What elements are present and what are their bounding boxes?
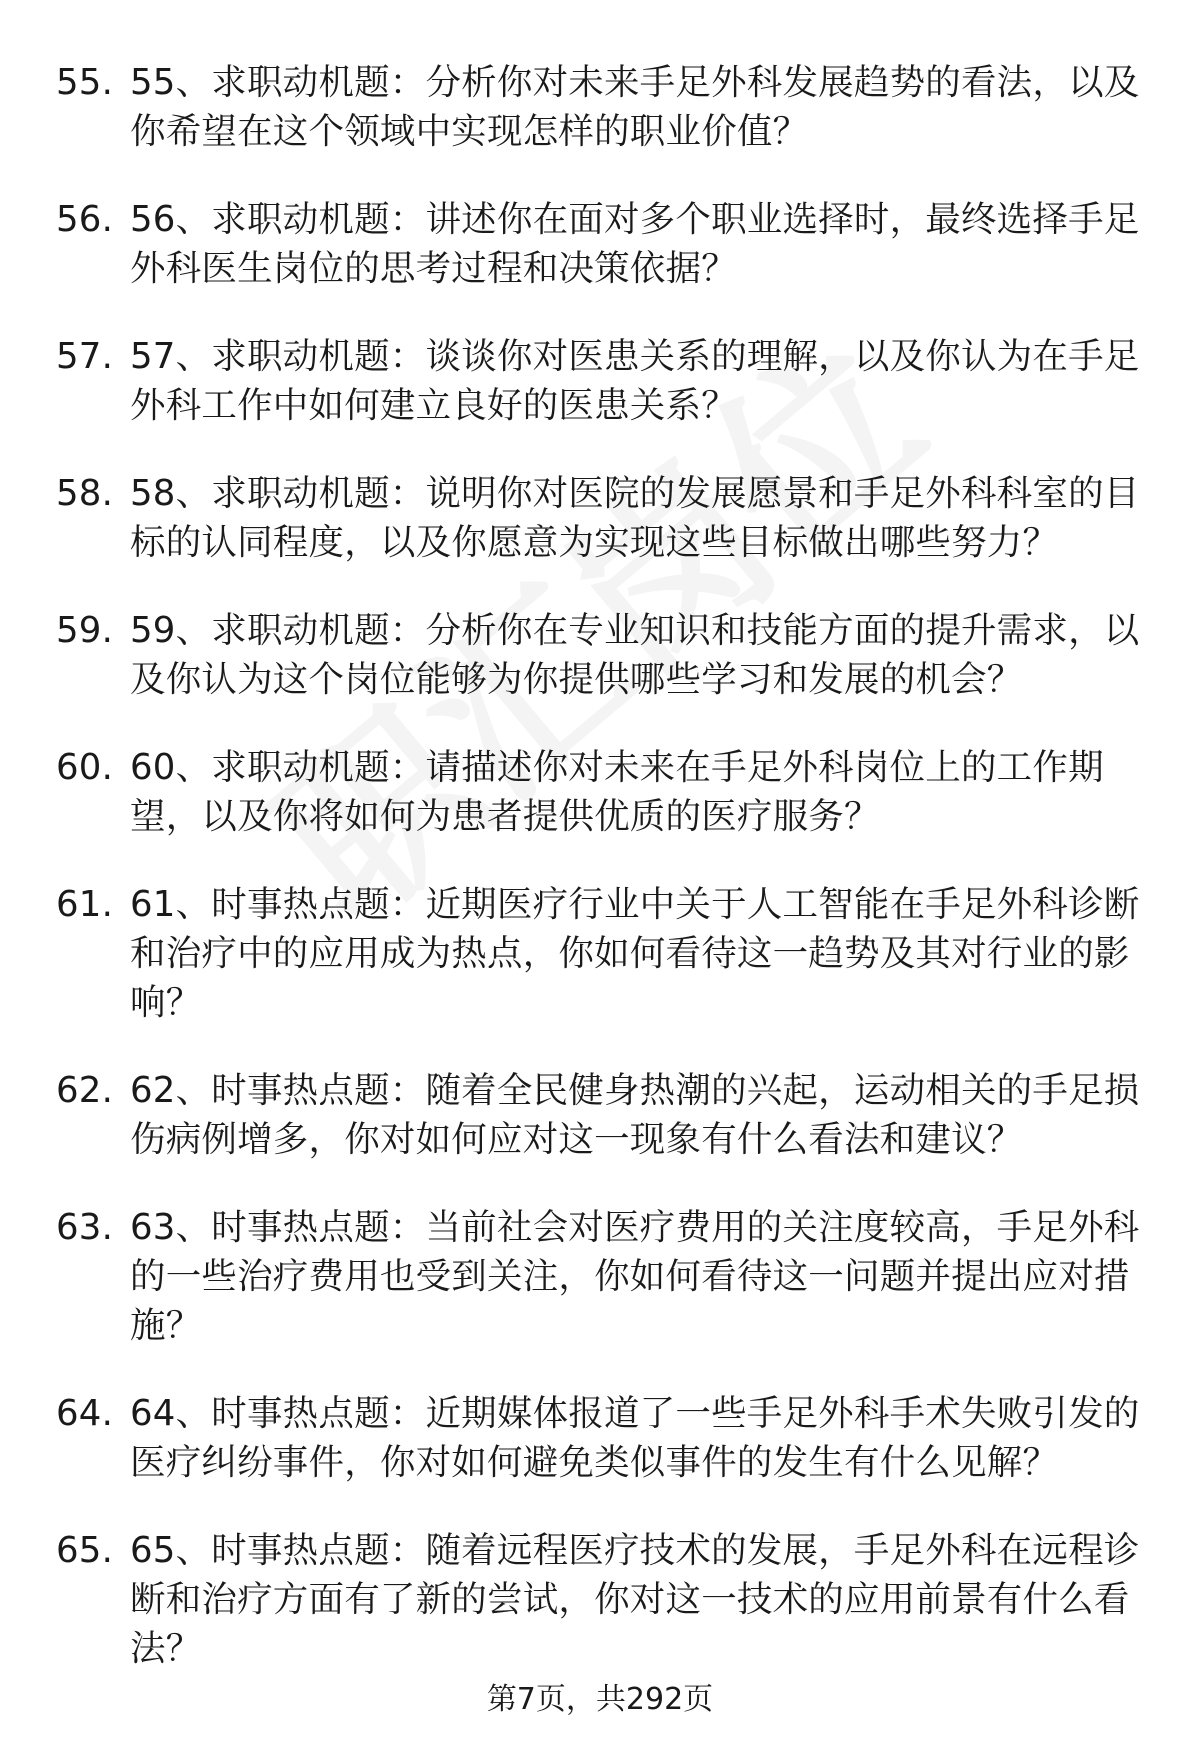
- list-item: [0, 1389, 1200, 1487]
- list-item: [0, 469, 1200, 567]
- list-item: [0, 1203, 1200, 1350]
- item-number: 56.: [56, 199, 114, 240]
- item-text: 65、时事热点题：随着远程医疗技术的发展，手足外科在远程诊断和治疗方面有了新的尝试，你对这一技术的应用前景有什么看法？: [130, 1530, 1140, 1669]
- list-item: [0, 332, 1200, 430]
- item-number: 65.: [56, 1530, 114, 1571]
- list-item: [0, 880, 1200, 1027]
- page-number-label: 第7页，共292页: [486, 1682, 714, 1717]
- item-number: 58.: [56, 473, 114, 514]
- item-text: 59、求职动机题：分析你在专业知识和技能方面的提升需求，以及你认为这个岗位能够为你提供哪些学习和发展的机会？: [130, 610, 1140, 700]
- item-text: 60、求职动机题：请描述你对未来在手足外科岗位上的工作期望，以及你将如何为患者提供优质的医疗服务？: [130, 747, 1104, 837]
- item-text: 58、求职动机题：说明你对医院的发展愿景和手足外科科室的目标的认同程度，以及你愿意为实现这些目标做出哪些努力？: [130, 473, 1140, 563]
- item-text: 63、时事热点题：当前社会对医疗费用的关注度较高，手足外科的一些治疗费用也受到关注，你如何看待这一问题并提出应对措施？: [130, 1207, 1140, 1346]
- question-list: [0, 58, 1200, 1712]
- item-number: 60.: [56, 747, 114, 788]
- list-item: [0, 1526, 1200, 1673]
- item-number: 55.: [56, 62, 114, 103]
- list-item: [0, 195, 1200, 293]
- item-number: 59.: [56, 610, 114, 651]
- item-number: 62.: [56, 1070, 114, 1111]
- page-footer: [0, 1680, 1200, 1720]
- item-text: 56、求职动机题：讲述你在面对多个职业选择时，最终选择手足外科医生岗位的思考过程和决策依据？: [130, 199, 1140, 289]
- item-number: 64.: [56, 1393, 114, 1434]
- item-text: 64、时事热点题：近期媒体报道了一些手足外科手术失败引发的医疗纠纷事件，你对如何避免类似事件的发生有什么见解？: [130, 1393, 1140, 1483]
- item-number: 61.: [56, 884, 114, 925]
- item-number: 57.: [56, 336, 114, 377]
- list-item: [0, 58, 1200, 156]
- item-text: 61、时事热点题：近期医疗行业中关于人工智能在手足外科诊断和治疗中的应用成为热点，你如何看待这一趋势及其对行业的影响？: [130, 884, 1140, 1023]
- item-text: 62、时事热点题：随着全民健身热潮的兴起，运动相关的手足损伤病例增多，你对如何应对这一现象有什么看法和建议？: [130, 1070, 1140, 1160]
- list-item: [0, 743, 1200, 841]
- item-text: 55、求职动机题：分析你对未来手足外科发展趋势的看法，以及你希望在这个领域中实现怎样的职业价值？: [130, 62, 1140, 152]
- list-item: [0, 1066, 1200, 1164]
- list-item: [0, 606, 1200, 704]
- item-text: 57、求职动机题：谈谈你对医患关系的理解，以及你认为在手足外科工作中如何建立良好的医患关系？: [130, 336, 1140, 426]
- item-number: 63.: [56, 1207, 114, 1248]
